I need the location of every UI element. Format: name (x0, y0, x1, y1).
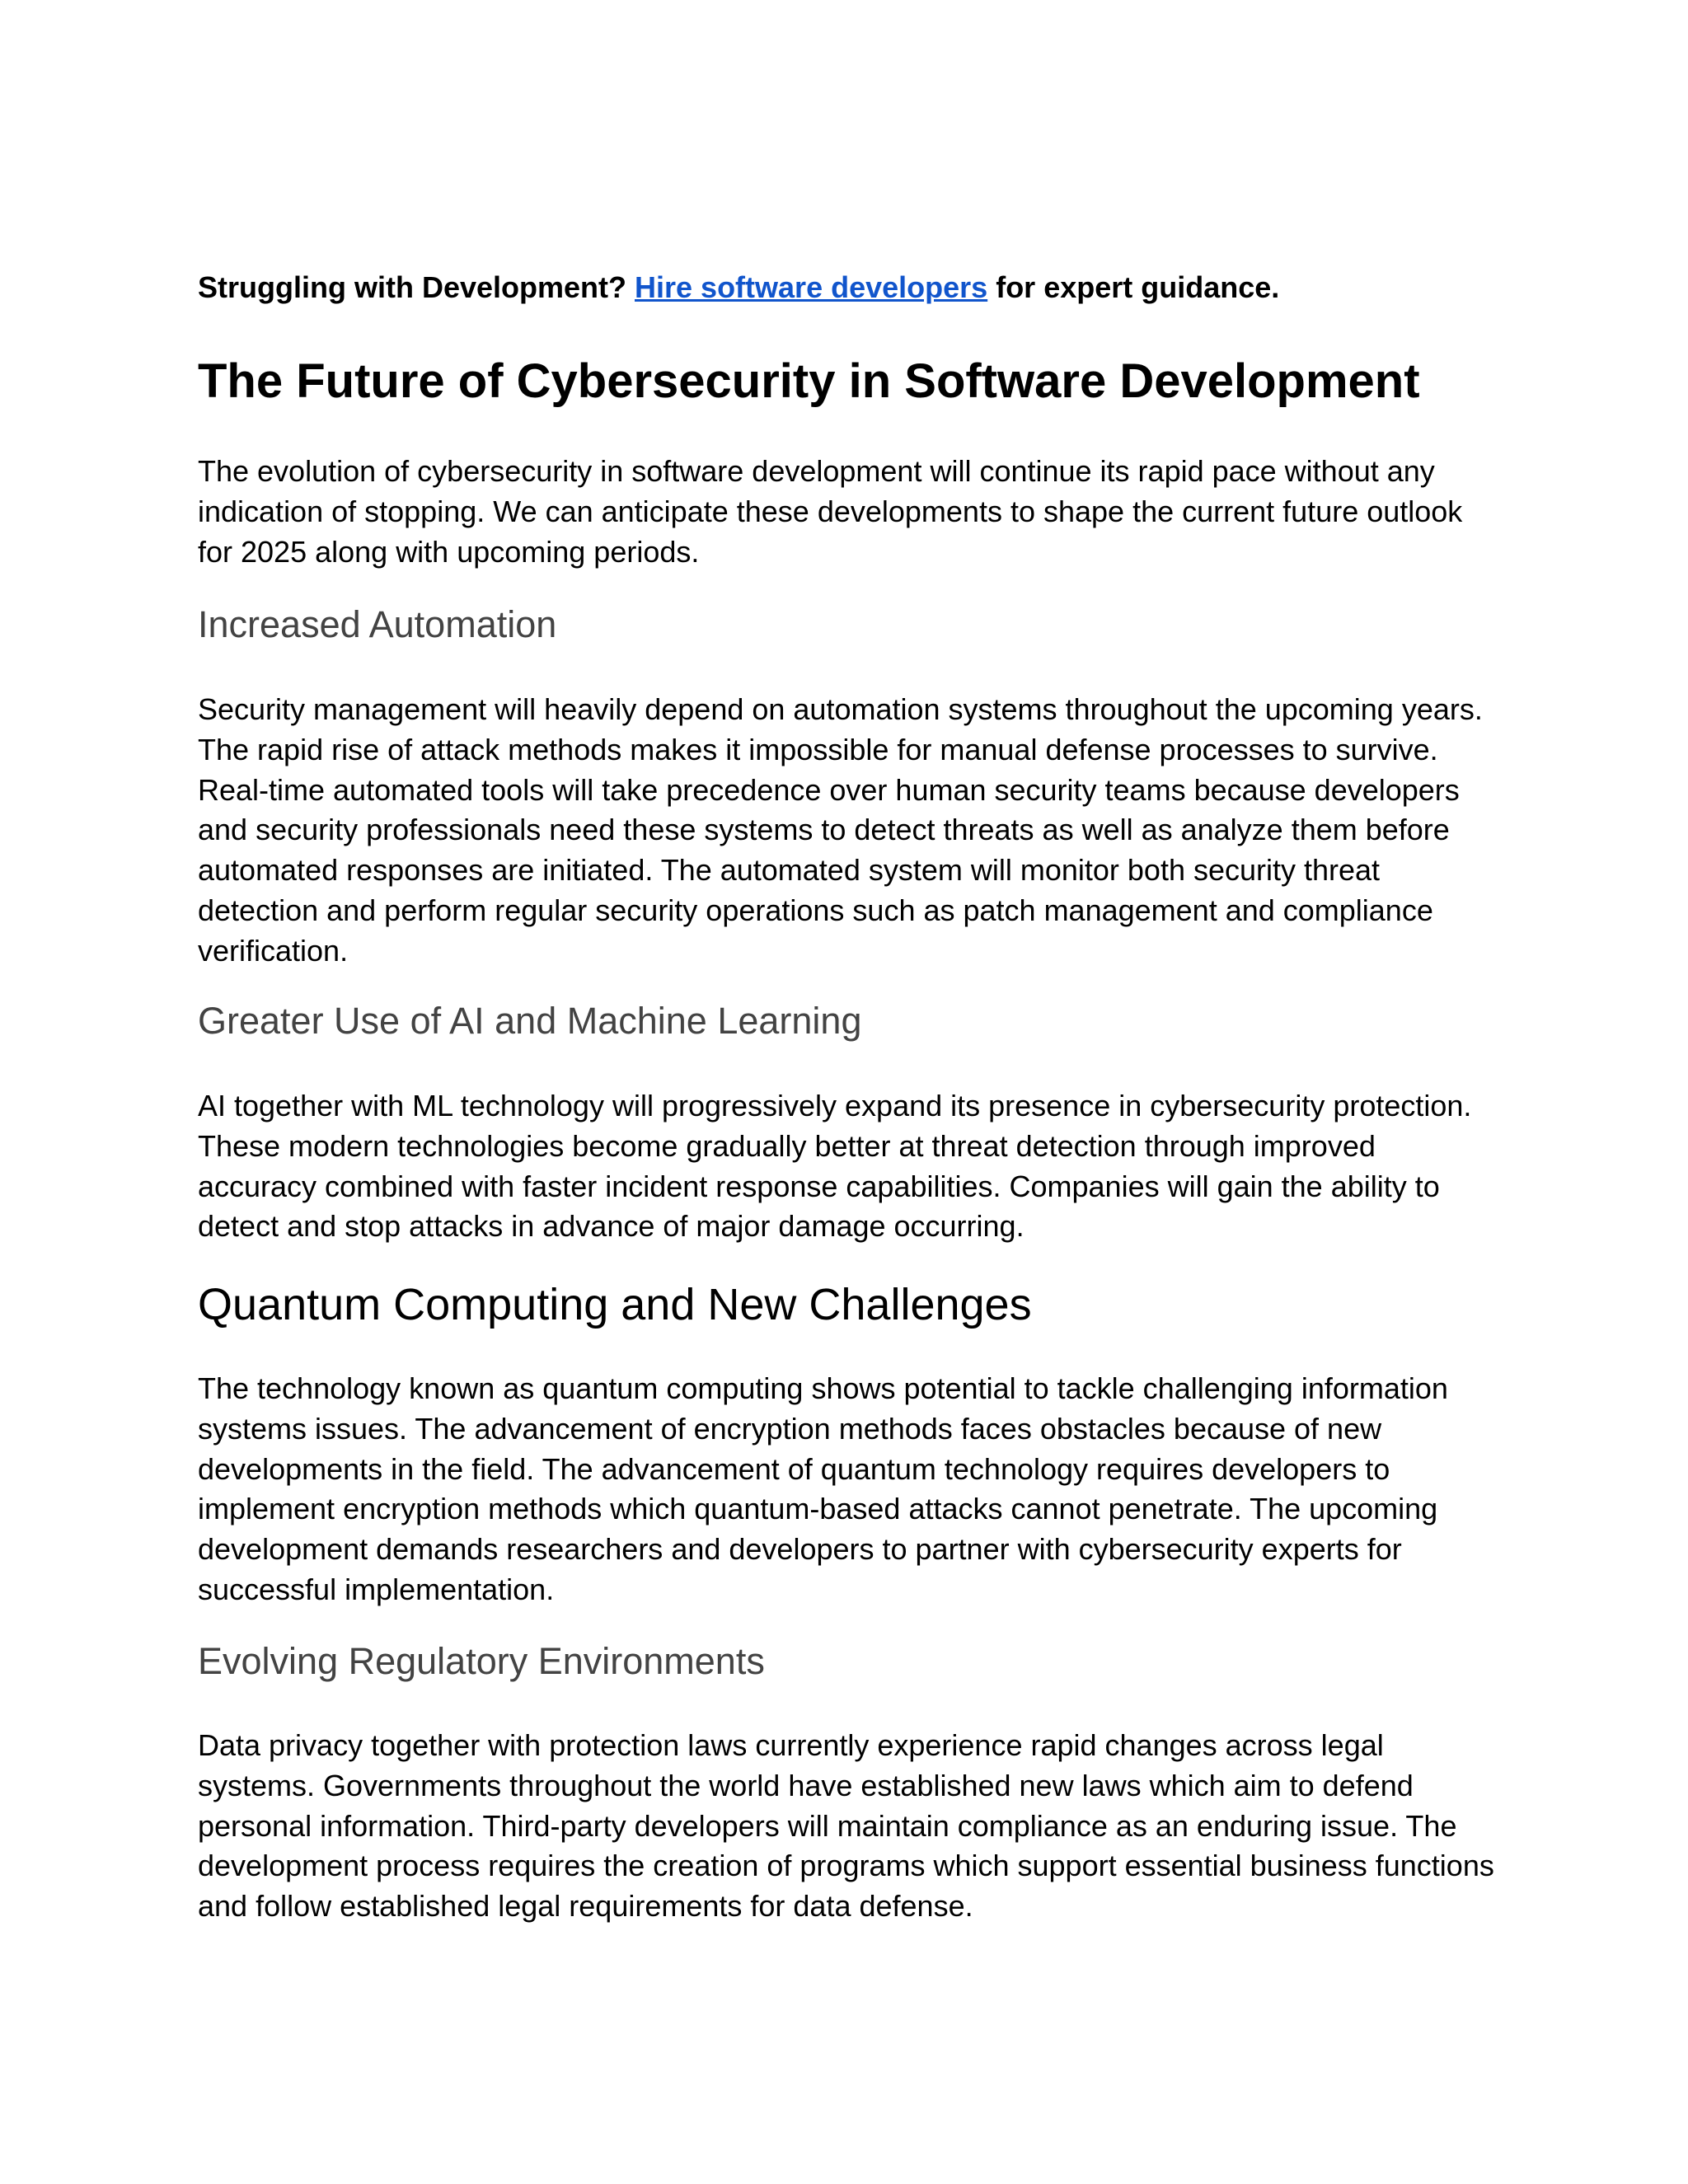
section-body-quantum: The technology known as quantum computing shows potential to tackle challenging information systems issues. The advancement of encryption methods faces obstacles because of new developments in the field. The advancement of quantum technology requires developers to implement encryption methods which quantum-based attacks cannot penetrate. The upcoming development demands researchers and developers to partner with cybersecurity experts for successful implementation. (198, 1371, 1448, 1606)
promo-banner (198, 268, 1279, 307)
banner-prefix: Struggling with Development? (198, 270, 626, 304)
section-body-automation: Security management will heavily depend on automation systems throughout the upcoming years. The rapid rise of attack methods makes it impossible for manual defense processes to survive. Real-time automated tools will take precedence over human security teams because developers and security professionals need these systems to detect threats as well as analyze them before automated responses are initiated. The automated system will monitor both security threat detection and perform regular security operations such as patch management and compliance verification. (198, 692, 1483, 968)
section-heading-quantum: Quantum Computing and New Challenges (198, 1280, 1032, 1329)
section-body-regulatory: Data privacy together with protection laws currently experience rapid changes across legal systems. Governments throughout the world have established new laws which aim to defend personal information. Third-party developers will maintain compliance as an enduring issue. The development process requires the creation of programs which support essential business functions and follow established legal requirements for data defense. (198, 1728, 1494, 1924)
section-body-ai-ml: AI together with ML technology will progressively expand its presence in cybersecurity protection. These modern technologies become gradually better at threat detection through improved accuracy combined with faster incident response capabilities. Companies will gain the ability to detect and stop attacks in advance of major damage occurring. (198, 1089, 1472, 1244)
section-heading-regulatory: Evolving Regulatory Environments (198, 1640, 765, 1682)
intro-paragraph: The evolution of cybersecurity in software development will continue its rapid pace without any indication of stopping. We can anticipate these developments to shape the current future outlook for 2025 along with upcoming periods. (198, 454, 1463, 569)
section-heading-ai-ml: Greater Use of AI and Machine Learning (198, 1000, 862, 1042)
banner-suffix: for expert guidance. (996, 270, 1280, 304)
section-heading-automation: Increased Automation (198, 603, 557, 645)
document-title: The Future of Cybersecurity in Software Development (198, 354, 1420, 408)
hire-developers-link[interactable]: Hire software developers (635, 270, 988, 304)
